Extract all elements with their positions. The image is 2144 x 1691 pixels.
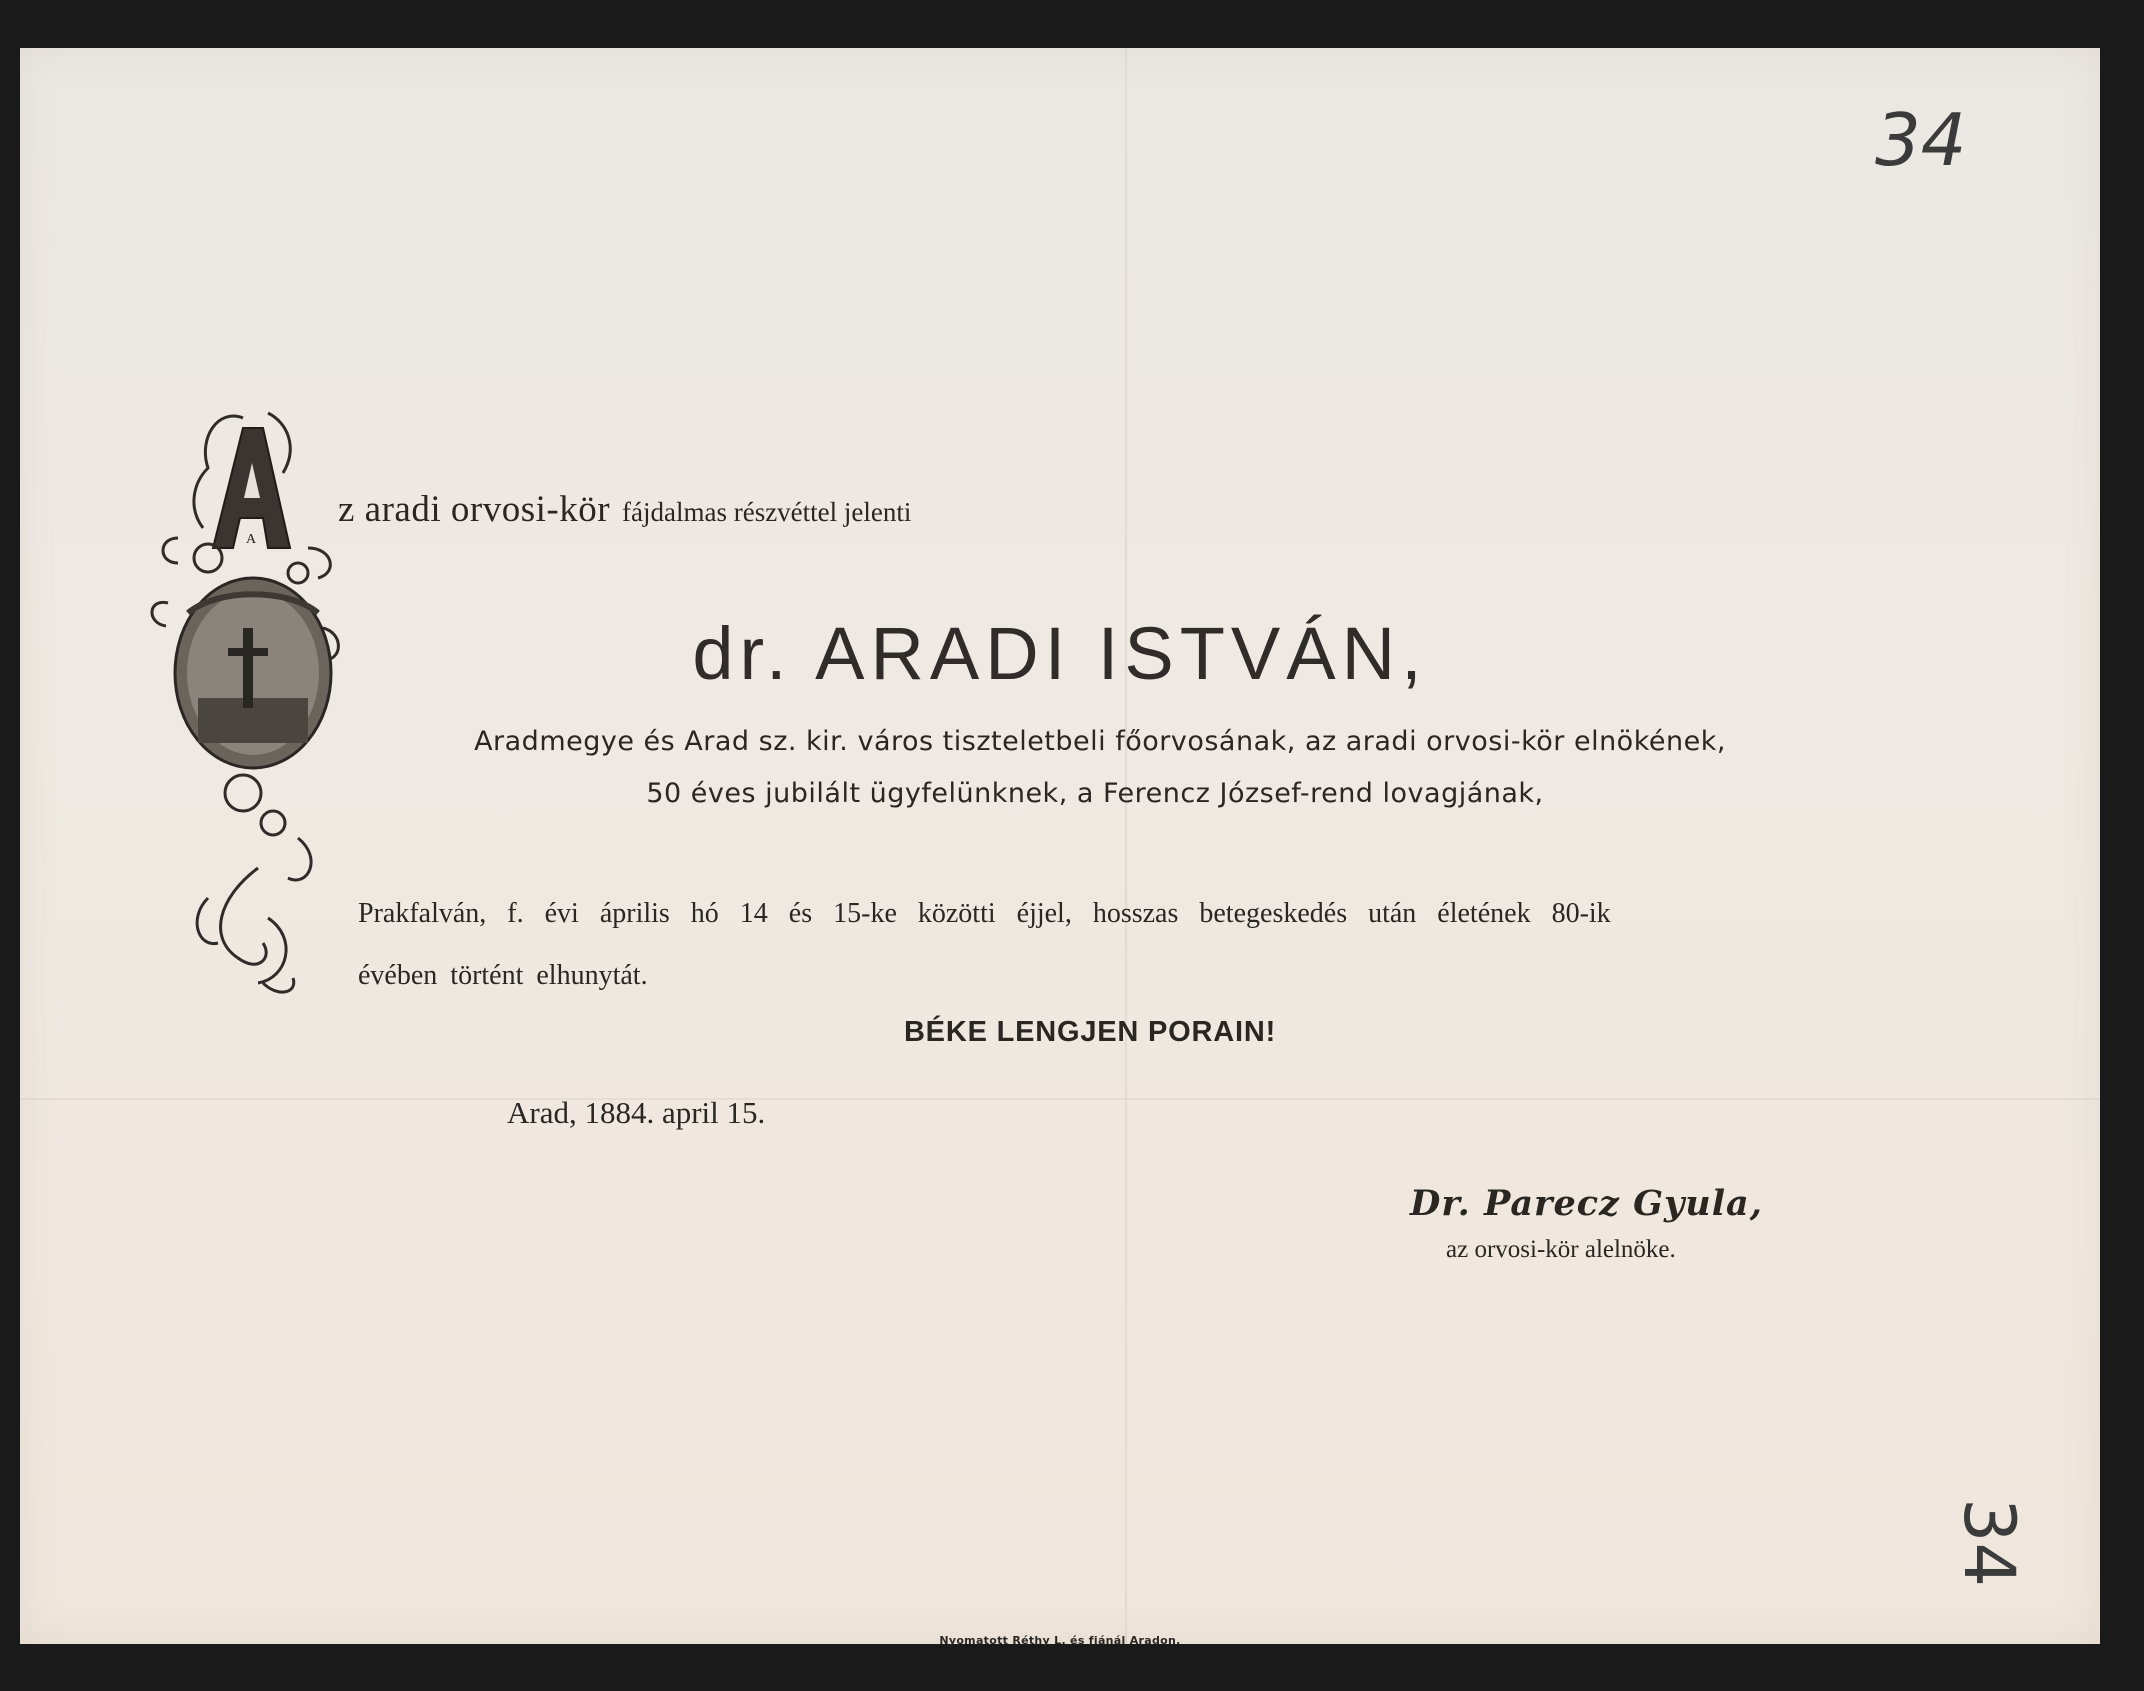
ornamental-initial-a bbox=[148, 398, 358, 998]
intro-rest: fájdalmas részvéttel jelenti bbox=[622, 497, 912, 527]
titles-line-2: 50 éves jubilált ügyfelünknek, a Ferencz József-rend lovagjának, bbox=[646, 778, 1544, 809]
vertical-fold-line bbox=[1125, 48, 1127, 1644]
handwritten-page-number-top: 34 bbox=[1875, 98, 1967, 182]
place-and-date: Arad, 1884. april 15. bbox=[507, 1095, 766, 1130]
body-line-1: Prakfalván, f. évi április hó 14 és 15-ke közötti éjjel, hosszas betegeskedés után életének 80-ik bbox=[358, 898, 1611, 929]
horizontal-fold-line bbox=[20, 1098, 2100, 1100]
death-notice-sheet bbox=[20, 48, 2100, 1647]
intro-lead: z aradi orvosi-kör bbox=[338, 489, 611, 530]
printer-imprint: Nyomatott Réthy L. és fiánál Aradon. bbox=[939, 1634, 1181, 1647]
signature-role: az orvosi-kör alelnöke. bbox=[1446, 1236, 1676, 1263]
initial-letter: A bbox=[245, 532, 257, 547]
handwritten-page-number-side: 34 bbox=[1948, 1498, 2030, 1588]
farewell-line: BÉKE LENGJEN PORAIN! bbox=[903, 1016, 1277, 1048]
intro-line bbox=[338, 488, 911, 531]
signature-name: Dr. Parecz Gyula, bbox=[1410, 1183, 1763, 1224]
body-line-2: évében történt elhunytát. bbox=[358, 960, 648, 991]
deceased-name: dr. ARADI ISTVÁN, bbox=[692, 612, 1428, 695]
titles-line-1: Aradmegye és Arad sz. kir. város tiszteletbeli főorvosának, az aradi orvosi-kör elnökének, bbox=[474, 726, 1726, 757]
